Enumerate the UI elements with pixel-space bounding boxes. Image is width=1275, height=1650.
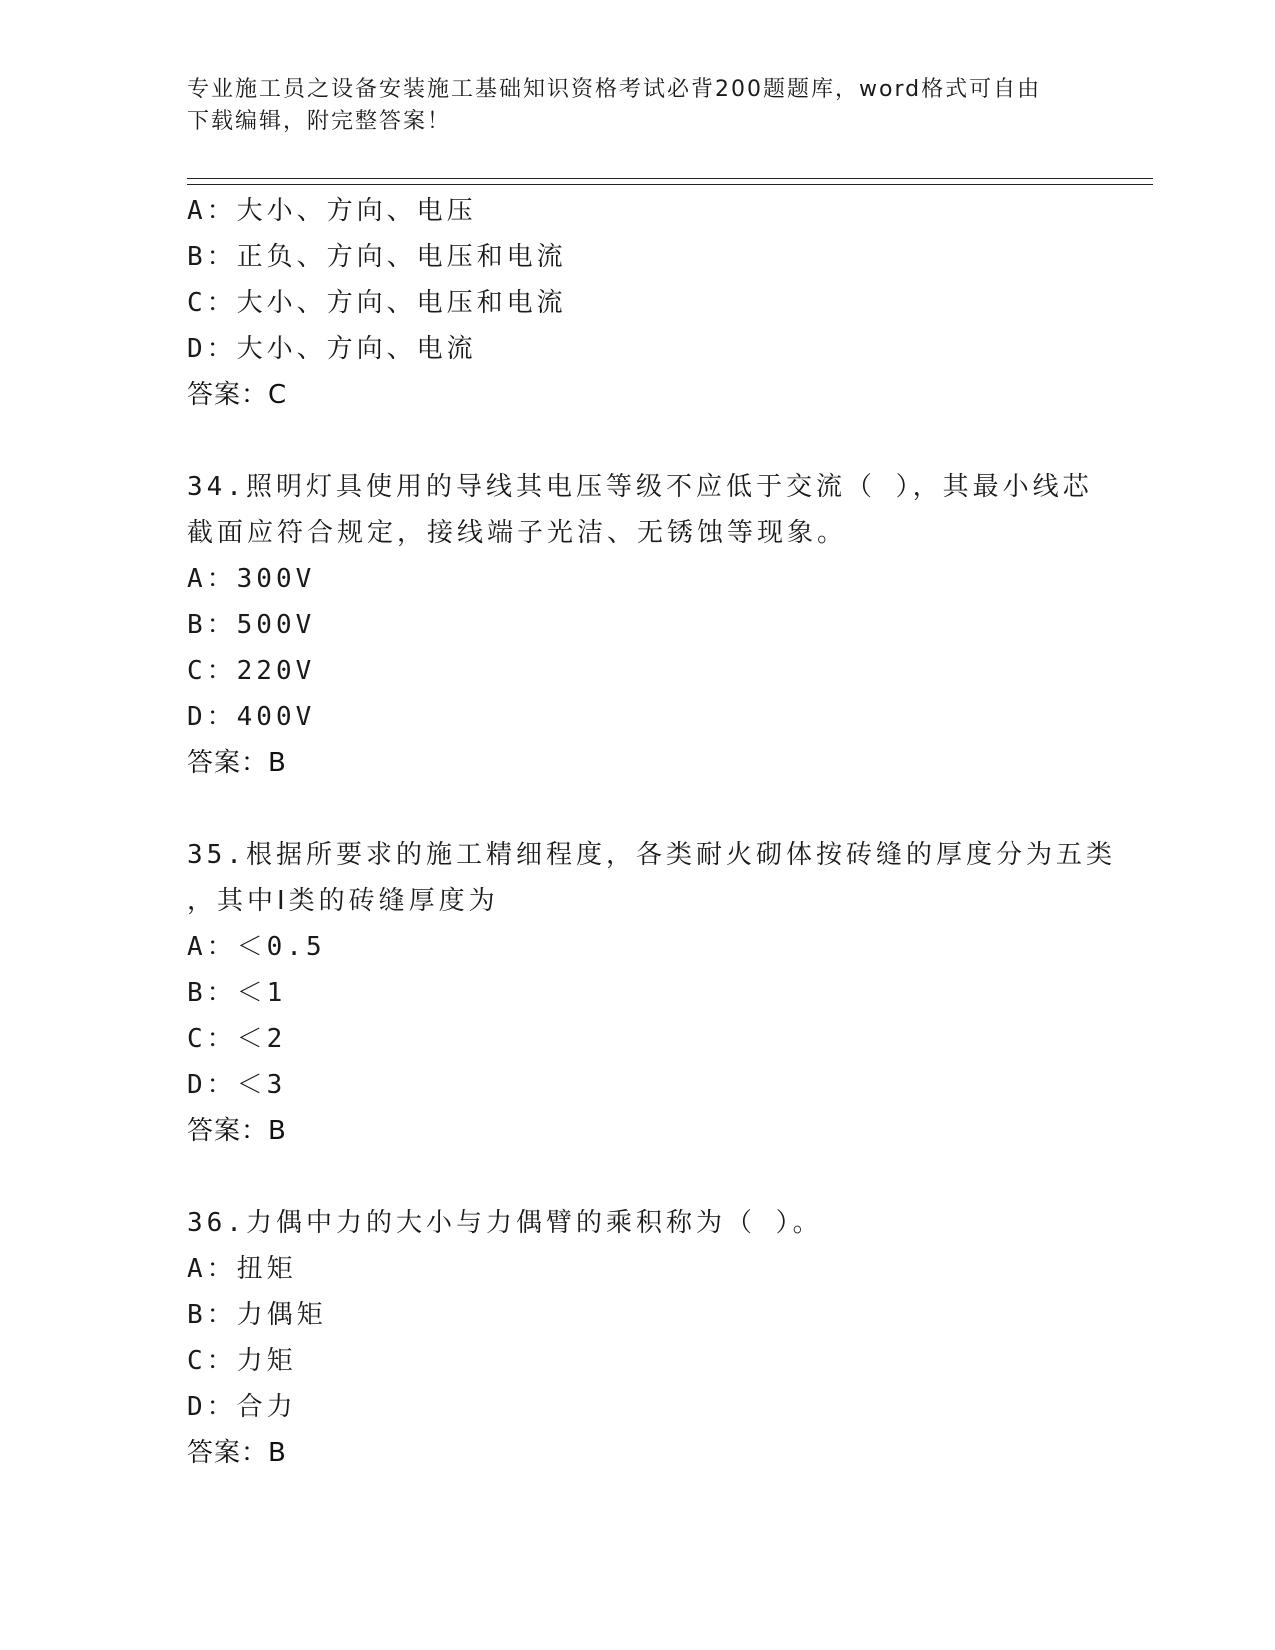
header-title-line-1: 专业施工员之设备安装施工基础知识资格考试必背200题题库，word格式可自由: [187, 77, 1042, 102]
option-b: B：＜1: [187, 978, 287, 1008]
answer-line: 答案：B: [187, 748, 287, 778]
option-a: A：扭矩: [187, 1254, 297, 1284]
header-divider-top: [187, 178, 1153, 179]
spacer: [187, 418, 1087, 464]
header-title-line-2: 下载编辑，附完整答案！: [187, 109, 452, 134]
question-36: [187, 1200, 1087, 1476]
question-text-line-1: 35.根据所要求的施工精细程度，各类耐火砌体按砖缝的厚度分为五类: [187, 840, 1116, 870]
answer-line: 答案：B: [187, 1116, 287, 1146]
option-d: D：合力: [187, 1392, 297, 1422]
spacer: [187, 786, 1087, 832]
answer-line: 答案：C: [187, 380, 288, 410]
option-a: A：300V: [187, 564, 316, 594]
option-c: C：大小、方向、电压和电流: [187, 288, 567, 318]
option-c: C：220V: [187, 656, 316, 686]
option-a: A：大小、方向、电压: [187, 196, 477, 226]
spacer: [187, 1154, 1087, 1200]
answer-line: 答案：B: [187, 1438, 287, 1468]
question-list: [187, 188, 1116, 1476]
document-header: [187, 74, 1087, 138]
option-b: B：500V: [187, 610, 316, 640]
header-divider-bottom: [187, 184, 1153, 185]
option-c: C：＜2: [187, 1024, 287, 1054]
question-text-line-2: 截面应符合规定，接线端子光洁、无锈蚀等现象。: [187, 518, 848, 548]
question-34: [187, 464, 1093, 786]
option-c: C：力矩: [187, 1346, 297, 1376]
option-b: B：正负、方向、电压和电流: [187, 242, 567, 272]
question-33: [187, 188, 1087, 418]
option-d: D：＜3: [187, 1070, 287, 1100]
question-35: [187, 832, 1116, 1154]
question-text-line-2: ，其中Ⅰ类的砖缝厚度为: [187, 886, 499, 916]
question-text-line-1: 34.照明灯具使用的导线其电压等级不应低于交流（ ），其最小线芯: [187, 472, 1093, 502]
option-d: D：大小、方向、电流: [187, 334, 477, 364]
option-b: B：力偶矩: [187, 1300, 327, 1330]
option-d: D：400V: [187, 702, 316, 732]
question-text-line-1: 36.力偶中力的大小与力偶臂的乘积称为（ ）。: [187, 1208, 823, 1238]
option-a: A：＜0.5: [187, 932, 326, 962]
